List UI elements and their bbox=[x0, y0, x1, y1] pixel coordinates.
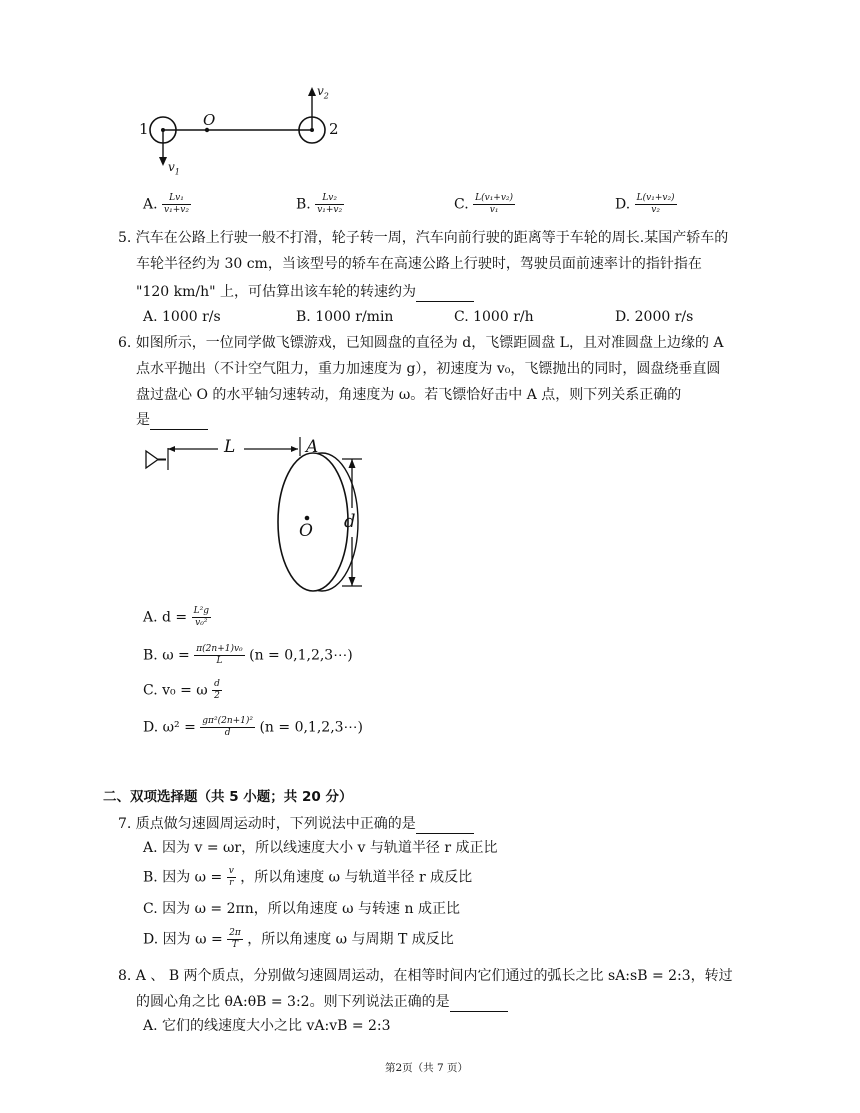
answer-blank bbox=[416, 819, 474, 834]
q5-option-c: C. 1000 r/h bbox=[454, 309, 534, 325]
fig-label-o: O bbox=[299, 521, 313, 541]
q5-option-a: A. 1000 r/s bbox=[143, 309, 221, 325]
fig-label-d: d bbox=[344, 511, 356, 532]
label-v2: $v_2$ bbox=[317, 84, 329, 101]
q6-line-4: 是 bbox=[136, 410, 208, 430]
q7-option-d: D. 因为 ω = $\frac{2\pi}{T}$ ，所以角速度 ω 与周期 T 成反比 bbox=[143, 928, 454, 950]
label-1: 1 bbox=[139, 120, 149, 138]
l-dim-arrow-left bbox=[168, 446, 175, 452]
q5-option-b: B. 1000 r/min bbox=[296, 309, 394, 325]
dart-tail bbox=[146, 451, 158, 468]
q4-option-b: B. $\frac{\text{Lv₂}}{\text{v₁+v₂}}$ bbox=[296, 193, 343, 215]
q6-option-d: D. ω² = $\frac{\text{gπ²(2n+1)²}}{d}$ (n = 0,1,2,3⋯) bbox=[143, 716, 364, 738]
label-2: 2 bbox=[329, 120, 339, 138]
q7-stem: 7. 质点做匀速圆周运动时，下列说法中正确的是 bbox=[118, 814, 474, 834]
q7-option-a: A. 因为 v = ωr，所以线速度大小 v 与轨道半径 r 成正比 bbox=[143, 840, 498, 856]
section-title: 二、双项选择题（共 5 小题；共 20 分） bbox=[103, 789, 353, 805]
answer-blank bbox=[450, 997, 508, 1012]
page-number: 第2页（共 7 页） bbox=[385, 1062, 469, 1074]
q6-line-3: 盘过盘心 O 的水平轴匀速转动，角速度为 ω。若飞镖恰好击中 A 点，则下列关系正确的 bbox=[136, 387, 682, 403]
fig-label-a: A bbox=[306, 437, 319, 457]
q5-line-2: 车轮半径约为 30 cm，当该型号的轿车在高速公路上行驶时，驾驶员面前速率计的指针指在 bbox=[136, 256, 702, 272]
q6-option-b: B. ω = $\frac{\text{π(2n+1)v₀}}{L}$ (n = 0,1,2,3⋯) bbox=[143, 644, 353, 666]
q7-option-b: B. 因为 ω = $\frac{v}{r}$ ，所以角速度 ω 与轨道半径 r 成反比 bbox=[143, 866, 473, 888]
disc-center-dot bbox=[305, 516, 310, 521]
q8-line-1: 8. A 、 B 两个质点，分别做匀速圆周运动，在相等时间内它们通过的弧长之比 sA:sB = 2:3，转过 bbox=[118, 968, 733, 984]
label-v1: $v_1$ bbox=[168, 160, 180, 177]
fig-label-l: L bbox=[224, 437, 236, 457]
disc-front-face bbox=[278, 453, 348, 591]
q6-line-2: 点水平抛出（不计空气阻力，重力加速度为 g），初速度为 v₀，飞镖抛出的同时，圆盘绕垂直圆 bbox=[136, 361, 721, 377]
q4-option-a: A. $\frac{\text{Lv₁}}{\text{v₁+v₂}}$ bbox=[143, 193, 189, 215]
q7-option-c: C. 因为 ω = 2πn，所以角速度 ω 与转速 n 成正比 bbox=[143, 901, 460, 917]
q4-option-d: D. $\frac{\text{L(v₁+v₂)}}{\text{v₂}}$ bbox=[615, 193, 675, 215]
d-dim-arrow-top bbox=[349, 459, 356, 468]
q5-line-1: 5. 汽车在公路上行驶一般不打滑，轮子转一周，汽车向前行驶的距离等于车轮的周长.某国产轿车的 bbox=[118, 230, 729, 246]
q6-line-1: 6. 如图所示，一位同学做飞镖游戏，已知圆盘的直径为 d，飞镖距圆盘 L，且对准圆盘上边缘的 A bbox=[118, 335, 724, 351]
q4-option-c: C. $\frac{\text{L(v₁+v₂)}}{\text{v₁}}$ bbox=[454, 193, 514, 215]
q8-option-a: A. 它们的线速度大小之比 vA:vB = 2:3 bbox=[143, 1018, 391, 1034]
q8-line-2: 的圆心角之比 θA:θB = 3:2。则下列说法正确的是 bbox=[136, 992, 508, 1012]
q6-option-c: C. v₀ = ω $\frac{d}{2}$ bbox=[143, 679, 220, 701]
l-dim-arrow-right bbox=[291, 446, 298, 452]
q6-option-a: A. d = $\frac{\text{L²g}}{\text{v₀²}}$ bbox=[143, 606, 209, 628]
q5-line-3: "120 km/h" 上，可估算出该车轮的转速约为 bbox=[136, 282, 474, 302]
q5-option-d: D. 2000 r/s bbox=[615, 309, 694, 325]
label-o: O bbox=[203, 111, 216, 129]
d-dim-arrow-bottom bbox=[349, 577, 356, 586]
